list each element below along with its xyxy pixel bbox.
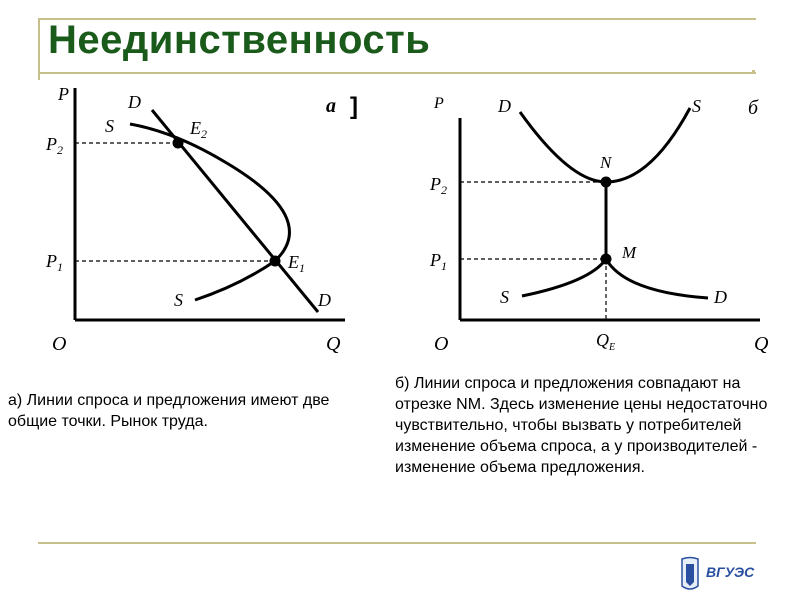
- graph-a-q-axis-label: Q: [326, 333, 341, 355]
- graph-b-panel-label: б: [748, 97, 759, 119]
- graph-a-supply-bottom-label: S: [174, 290, 183, 310]
- caption-a: а) Линии спроса и предложения имеют две общие точки. Рынок труда.: [8, 392, 330, 430]
- graph-b-demand-left-label: D: [498, 96, 511, 116]
- graph-b-point-n: [601, 177, 612, 188]
- caption-b: б) Линии спроса и предложения совпадают на отрезке NM. Здесь изменение цены недостаточно чувствительно, чтобы вызвать у потребителей изменение объема спроса, а у производителей - изменение объема предложения.: [395, 375, 768, 476]
- graph-b-supply-right-label: S: [692, 96, 701, 116]
- graph-a-demand-top-label: D: [128, 92, 141, 112]
- graph-a-origin-label: O: [52, 333, 67, 355]
- graph-b-point-m: [601, 254, 612, 265]
- graph-b-origin-label: O: [434, 333, 449, 355]
- graph-b-demand-right-label: D: [714, 287, 727, 307]
- logo-text: ВГУЭС: [706, 564, 755, 580]
- graph-b-supply-left-label: S: [500, 287, 509, 307]
- graph-b-lower-curve: [522, 259, 708, 298]
- graph-b-p1-label: $P_1$: [430, 250, 447, 273]
- graph-a-panel-label: а: [326, 95, 336, 117]
- graph-a-demand-bottom-label: D: [318, 290, 331, 310]
- graph-b-n-label: N: [600, 153, 612, 172]
- graph-b-qe-label: $Q_E$: [596, 330, 616, 353]
- graph-a-p1-label: $P_1$: [46, 251, 63, 274]
- graph-a-point-e2: [173, 138, 184, 149]
- graph-a: [45, 84, 358, 355]
- graph-b-q-axis-label: Q: [754, 333, 769, 355]
- graph-a-p2-label: $P_2$: [46, 134, 63, 157]
- graph-a-supply-curve: [130, 124, 289, 300]
- graph-b-p2-label: $P_2$: [430, 174, 447, 197]
- graph-a-e2-label: $E_2$: [190, 118, 207, 141]
- bottom-rule: [38, 542, 756, 544]
- graph-b: [429, 95, 769, 355]
- graph-a-e1-label: $E_1$: [288, 252, 305, 275]
- graph-a-p-axis-label: P: [58, 84, 69, 104]
- slide-title: Неединственность: [48, 18, 431, 62]
- graph-a-bracket-mark: ]: [350, 93, 358, 120]
- graph-b-m-label: M: [622, 243, 637, 262]
- graph-a-supply-top-label: S: [105, 116, 114, 136]
- graph-b-p-axis-label: P: [434, 95, 444, 112]
- graph-a-point-e1: [270, 256, 281, 267]
